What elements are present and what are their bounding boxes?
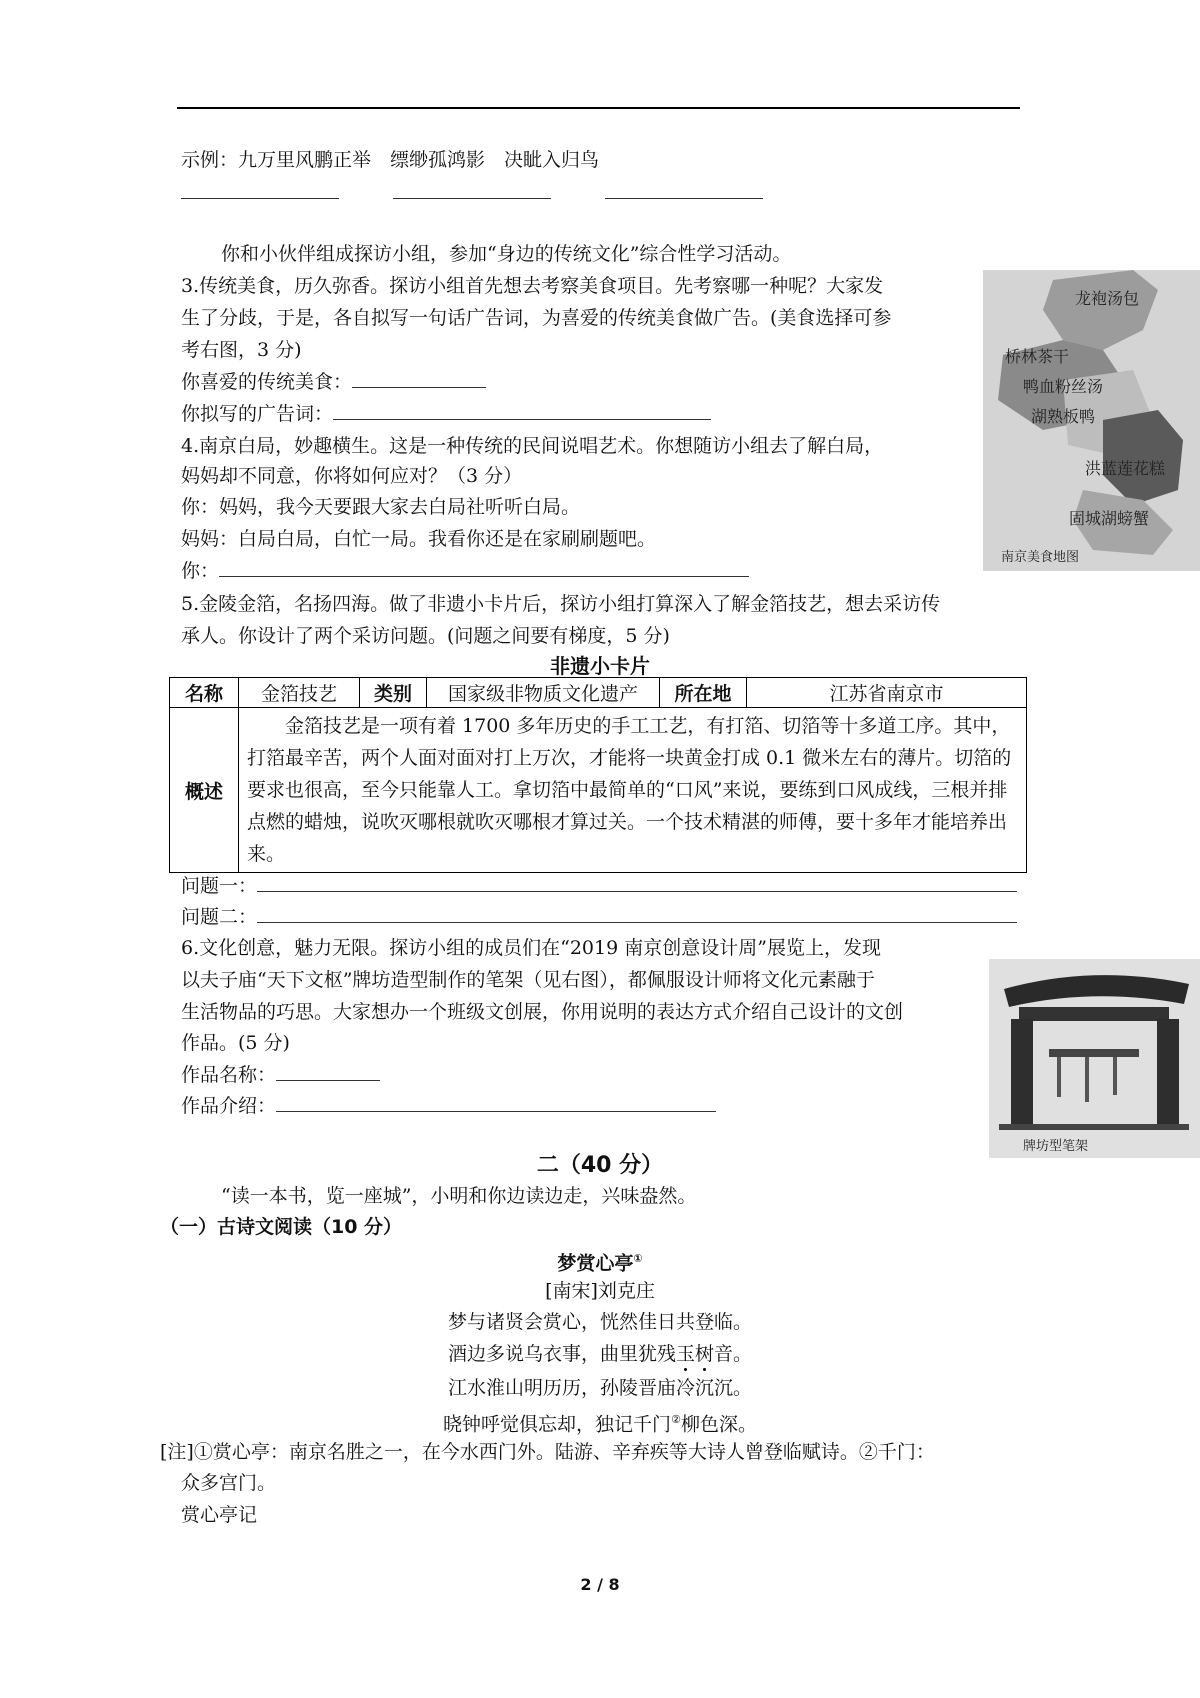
poem-line-part: 柳色深。 [680, 1413, 757, 1436]
poem-title [0, 1243, 1200, 1279]
emphasis-char: 玉 [675, 1343, 695, 1365]
arch-drawing [989, 959, 1200, 1158]
food-blank[interactable] [352, 367, 486, 388]
poem-author: [南宋]刘克庄 [545, 1280, 655, 1302]
map-label: 桥林茶干 [1005, 347, 1070, 366]
q5-line2: 承人。你设计了两个采访问题。(问题之间要有梯度，5 分) [181, 625, 670, 647]
ad-blank[interactable] [333, 399, 711, 420]
map-label: 湖熟板鸭 [1031, 407, 1096, 426]
emphasis-char: 树 [695, 1343, 715, 1365]
q4-answer-blank[interactable] [219, 556, 749, 577]
map-label: 洪蓝莲花糕 [1085, 459, 1166, 478]
q3-line1: 3.传统美食，历久弥香。探访小组首先想去考察美食项目。先考察哪一种呢？大家发 [181, 275, 884, 297]
q6-line2: 以夫子庙“天下文枢”牌坊造型制作的笔架（见右图），都佩服设计师将文化元素融于 [181, 969, 875, 991]
food-label: 你喜爱的传统美食： [181, 371, 353, 393]
poem-line-part: 晓钟呼觉俱忘却，独记千门 [443, 1413, 672, 1436]
note-line2: 众多宫门。 [181, 1472, 277, 1494]
map-caption: 南京美食地图 [1001, 550, 1080, 565]
q3-line3: 考右图，3 分) [181, 339, 302, 361]
q6-line3: 生活物品的巧思。大家想办一个班级文创展，你用说明的表达方式介绍自己设计的文创 [181, 1001, 904, 1023]
answer-blank[interactable] [605, 178, 763, 199]
page-number: 2 / 8 [580, 1575, 620, 1594]
desc-header: 概述 [170, 708, 239, 873]
poem-line-part: 酒边多说乌衣事，曲里犹残 [447, 1343, 676, 1365]
q4-answer-row [181, 555, 749, 587]
map-label: 鸭血粉丝汤 [1023, 377, 1104, 396]
note-line3: 赏心亭记 [181, 1504, 258, 1526]
question2-row [181, 901, 1017, 933]
top-rule [177, 107, 1020, 109]
section2-subtitle: （一）古诗文阅读（10 分） [160, 1216, 403, 1238]
you-label: 你： [181, 560, 220, 582]
poem-line [0, 1338, 1200, 1370]
work-name-label: 作品名称： [181, 1064, 277, 1086]
work-name-row [181, 1059, 380, 1091]
q4-line1: 4.南京白局，妙趣横生。这是一种传统的民间说唱艺术。你想随访小组去了解白局， [181, 435, 884, 457]
poem-note-mark: ② [671, 1413, 681, 1426]
location-header: 所在地 [660, 678, 747, 708]
note-line1: [注]①赏心亭：南京名胜之一，在今水西门外。陆游、辛弃疾等大诗人曾登临赋诗。②千门： [160, 1441, 935, 1463]
q6-line1: 6.文化创意，魅力无限。探访小组的成员们在“2019 南京创意设计周”展览上，发现 [181, 937, 881, 959]
work-intro-label: 作品介绍： [181, 1095, 277, 1117]
example-blanks [181, 178, 763, 204]
section2-lead: “读一本书，览一座城”，小明和你边读边走，兴味盎然。 [221, 1185, 697, 1207]
q3-line2: 生了分歧，于是，各自拟写一句话广告词，为喜爱的传统美食做广告。(美食选择可参 [181, 307, 892, 329]
work-intro-row [181, 1090, 716, 1122]
question1-label: 问题一： [181, 875, 258, 897]
q4-mom-line: 妈妈：白局白局，白忙一局。我看你还是在家刷刷题吧。 [181, 528, 657, 550]
card-title: 非遗小卡片 [550, 654, 650, 678]
section2-title: 二（40 分） [536, 1153, 664, 1178]
question1-row [181, 870, 1017, 902]
work-name-blank[interactable] [276, 1060, 380, 1081]
answer-blank[interactable] [393, 178, 551, 199]
answer-blank[interactable] [181, 178, 339, 199]
question2-label: 问题二： [181, 906, 258, 928]
poem-title-note: ① [633, 1252, 643, 1265]
arch-caption: 牌坊型笔架 [1023, 1139, 1089, 1154]
poem-line [0, 1404, 1200, 1440]
poem-line: 梦与诸贤会赏心，恍然佳日共登临。 [447, 1311, 752, 1333]
map-label: 固城湖螃蟹 [1069, 509, 1150, 528]
q6-line4: 作品。(5 分) [181, 1032, 290, 1054]
q4-line2: 妈妈却不同意，你将如何应对？（3 分） [181, 465, 523, 487]
location-value: 江苏省南京市 [747, 678, 1027, 708]
work-intro-blank[interactable] [276, 1091, 716, 1112]
q3-ad-row [181, 398, 711, 430]
question2-blank[interactable] [257, 902, 1017, 923]
type-header: 类别 [360, 678, 427, 708]
arch-pen-holder-image [989, 959, 1200, 1158]
poem-line-part: 音。 [714, 1343, 753, 1365]
intro-text: 你和小伙伴组成探访小组，参加“身边的传统文化”综合性学习活动。 [221, 243, 792, 265]
poem-title-text: 梦赏心亭 [557, 1252, 634, 1275]
heritage-card-table [169, 677, 1027, 873]
name-header: 名称 [170, 678, 239, 708]
example-line: 示例：九万里风鹏正举 缥缈孤鸿影 决眦入归鸟 [181, 149, 600, 171]
name-value: 金箔技艺 [239, 678, 360, 708]
question1-blank[interactable] [257, 871, 1017, 892]
type-value: 国家级非物质文化遗产 [427, 678, 660, 708]
q5-line1: 5.金陵金箔，名扬四海。做了非遗小卡片后，探访小组打算深入了解金箔技艺，想去采访传 [181, 593, 941, 615]
map-label: 龙袍汤包 [1075, 289, 1140, 308]
q4-you-line: 你：妈妈，我今天要跟大家去白局社听听白局。 [181, 496, 581, 518]
food-map-image [983, 270, 1200, 571]
poem-line: 江水淮山明历历，孙陵晋庙冷沉沉。 [447, 1377, 752, 1399]
q3-food-row [181, 366, 486, 398]
ad-label: 你拟写的广告词： [181, 403, 334, 425]
desc-text: 金箔技艺是一项有着 1700 多年历史的手工工艺，有打箔、切箔等十多道工序。其中，打箔最辛苦，两个人面对面对打上万次，才能将一块黄金打成 0.1 微米左右的薄片。切箔的要求也很高，至今只能靠人工。拿切箔中最简单的“口风”来说，要练到口风成线，三根并排点燃的蜡烛，说吹灭哪根就吹灭哪根才算过关。一个技术精湛的师傅，要十多年才能培养出来。 [239, 708, 1027, 873]
